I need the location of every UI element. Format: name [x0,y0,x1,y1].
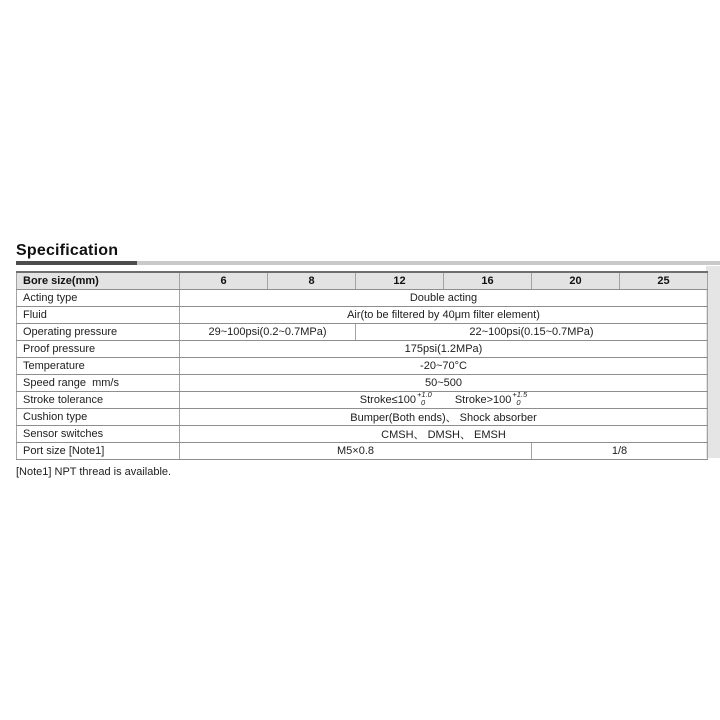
heading-rule-dark [16,261,137,265]
row-label: Sensor switches [17,426,180,443]
row-speed-range [17,375,708,392]
row-value: CMSH、 DMSH、 EMSH [180,426,708,443]
row-fluid [17,307,708,324]
page-title: Specification [16,242,119,259]
bore-column-16: 16 [444,272,532,290]
row-value: 175psi(1.2MPa) [180,341,708,358]
tolerance-stack: +1.5 0 [512,391,528,407]
row-port-size [17,443,708,460]
row-label: Fluid [17,307,180,324]
row-label: Port size [Note1] [17,443,180,460]
specification-table [16,271,708,460]
row-proof-pressure [17,341,708,358]
row-value-large-bores: 22~100psi(0.15~0.7MPa) [356,324,708,341]
row-value-small-bores: 29~100psi(0.2~0.7MPa) [180,324,356,341]
row-operating-pressure [17,324,708,341]
footnote-note1: [Note1] NPT thread is available. [16,466,172,478]
tolerance-gt-100: Stroke>100 +1.5 0 [454,391,528,407]
bore-column-25: 25 [620,272,708,290]
bore-column-12: 12 [356,272,444,290]
row-label: Temperature [17,358,180,375]
row-label: Acting type [17,290,180,307]
row-value: Bumper(Both ends)、 Shock absorber [180,409,708,426]
table-right-edge-strip [706,266,720,458]
row-value-tolerance [180,392,708,409]
row-label: Operating pressure [17,324,180,341]
table-header-row [17,272,708,290]
row-stroke-tolerance [17,392,708,409]
row-acting-type [17,290,708,307]
bore-column-20: 20 [532,272,620,290]
bore-column-6: 6 [180,272,268,290]
bore-column-8: 8 [268,272,356,290]
row-value: 50~500 [180,375,708,392]
row-sensor-switches [17,426,708,443]
row-cushion-type [17,409,708,426]
row-temperature [17,358,708,375]
row-value-m5: M5×0.8 [180,443,532,460]
row-value: Double acting [180,290,708,307]
row-label: Cushion type [17,409,180,426]
row-label: Speed range mm/s [17,375,180,392]
row-value: -20~70°C [180,358,708,375]
tolerance-stack: +1.0 0 [416,391,432,407]
tolerance-le-100: Stroke≤100 +1.0 0 [359,391,432,407]
row-label: Stroke tolerance [17,392,180,409]
row-label: Proof pressure [17,341,180,358]
row-value: Air(to be filtered by 40μm filter element) [180,307,708,324]
row-value-1-8: 1/8 [532,443,708,460]
header-label-bore-size: Bore size(mm) [17,272,180,290]
